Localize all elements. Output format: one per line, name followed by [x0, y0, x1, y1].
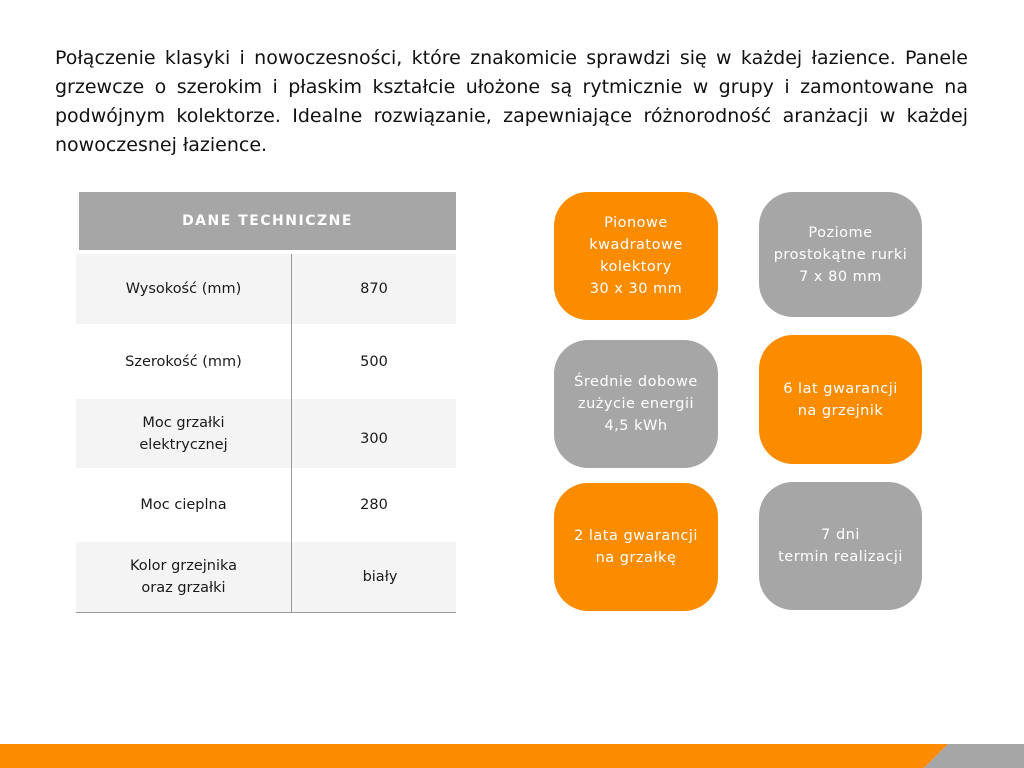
spec-table-title: DANE TECHNICZNE [79, 192, 456, 250]
spec-row-height [76, 254, 456, 324]
footer-orange-stripe [0, 744, 948, 768]
spec-value: 300 [360, 430, 388, 447]
spec-label: Kolor grzejnika oraz grzałki [76, 542, 292, 612]
spec-value: 870 [360, 281, 388, 297]
spec-value: 500 [360, 353, 388, 370]
spec-table [76, 192, 456, 613]
spec-value: biały [362, 569, 398, 585]
spec-label: Moc grzałki elektrycznej [76, 399, 292, 468]
spec-label: Wysokość (mm) [76, 254, 292, 324]
badge-radiator-warranty: 6 lat gwarancji na grzejnik [759, 335, 922, 464]
badge-heater-warranty: 2 lata gwarancji na grzałkę [554, 483, 718, 611]
spec-label: Moc cieplna [76, 468, 292, 542]
footer-accent-bar [0, 744, 1024, 768]
spec-row-color [76, 542, 456, 613]
spec-value: 280 [360, 497, 388, 513]
spec-row-heater-power [76, 399, 456, 468]
intro-paragraph: Połączenie klasyki i nowoczesności, które znakomicie sprawdzi się w każdej łazience. Panele grzewcze o szerokim i płaskim kształcie ułożone są rytmicznie w grupy i zamontowane na podwójnym kolektorze. Idealne rozwiązanie, zapewniające różnorodność aranżacji w każdej nowoczesnej łazience. [55, 47, 968, 156]
spec-label: Szerokość (mm) [76, 324, 292, 399]
badge-horizontal-tubes: Poziome prostokątne rurki 7 x 80 mm [759, 192, 922, 317]
badge-delivery-time: 7 dni termin realizacji [759, 482, 922, 610]
spec-row-width [76, 324, 456, 399]
badge-energy-usage: Średnie dobowe zużycie energii 4,5 kWh [554, 340, 718, 468]
spec-row-heat-output [76, 468, 456, 542]
badge-vertical-collectors: Pionowe kwadratowe kolektory 30 x 30 mm [554, 192, 718, 320]
